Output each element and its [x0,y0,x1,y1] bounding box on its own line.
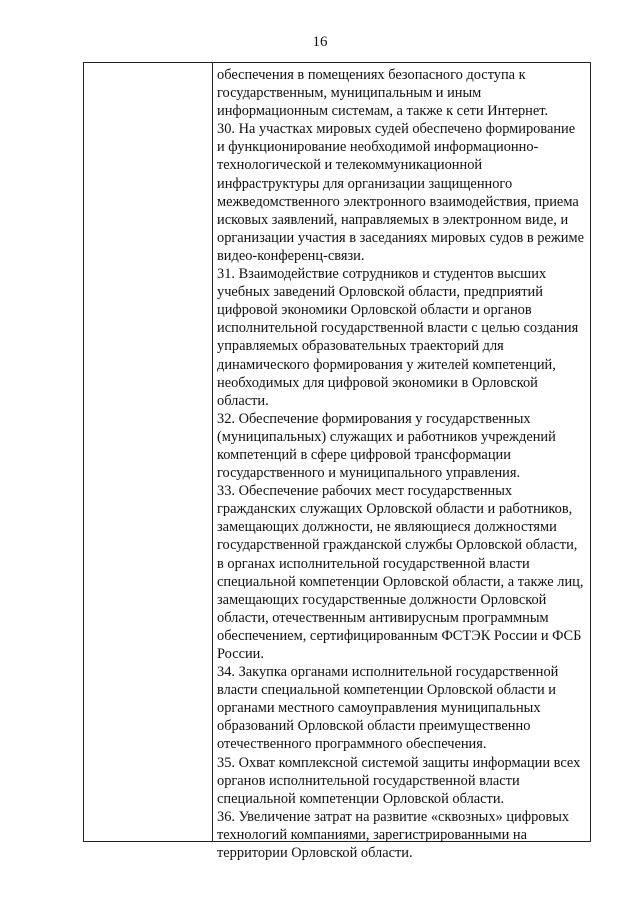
table-right-column [213,63,590,862]
paragraph-item-30: 30. На участках мировых судей обеспечено формирование и функционирование необходимой информационно-технологической и телекоммуникационной инфраструктуры для организации защищенного межведомственного электронного взаимодействия, приема исковых заявлений, направляемых в электронном виде, и организации участия в заседаниях мировых судов в режиме видео-конференц-связи. [217,121,584,264]
table-left-column [84,63,213,841]
paragraph-item-31: 31. Взаимодействие сотрудников и студентов высших учебных заведений Орловской области, предприятий цифровой экономики Орловской области и органов исполнительной государственной власти с целью создания управляемых образовательных траекторий для динамического формирования у жителей компетенций, необходимых для цифровой экономики в Орловской области. [217,266,579,409]
content-table [83,62,591,862]
paragraph-item-32: 32. Обеспечение формирования у государственных (муниципальных) служащих и работников учреждений компетенций в сфере цифровой трансформации государственного и муниципального управления. [217,410,556,482]
page-number: 16 [312,34,328,50]
paragraph-item-36: 36. Увеличение затрат на развитие «сквозных» цифровых технологий компаниями, зарегистрированными на территории Орловской области. [217,808,570,862]
paragraph-continuation: обеспечения в помещениях безопасного доступа к государственным, муниципальным и иным информационным системам, а также к сети Интернет. [217,67,549,120]
paragraph-item-35: 35. Охват комплексной системой защиты информации всех органов исполнительной государственной власти специальной компетенции Орловской области. [217,754,581,807]
paragraph-item-33: 33. Обеспечение рабочих мест государственных гражданских служащих Орловской области и работников, замещающих должности, не являющиеся должностями государственной гражданской службы Орловской области, в органах исполнительной государственной власти специальной компетенции Орловской области, а также лиц, замещающих государственные должности Орловской области, отечественным антивирусным программным обеспечением, сертифицированным ФСТЭК России и ФСБ России. [217,483,584,662]
paragraph-item-34: 34. Закупка органами исполнительной государственной власти специальной компетенции Орловской области и органами местного самоуправления муниципальных образований Орловской области преимущественно отечественного программного обеспечения. [217,664,559,753]
